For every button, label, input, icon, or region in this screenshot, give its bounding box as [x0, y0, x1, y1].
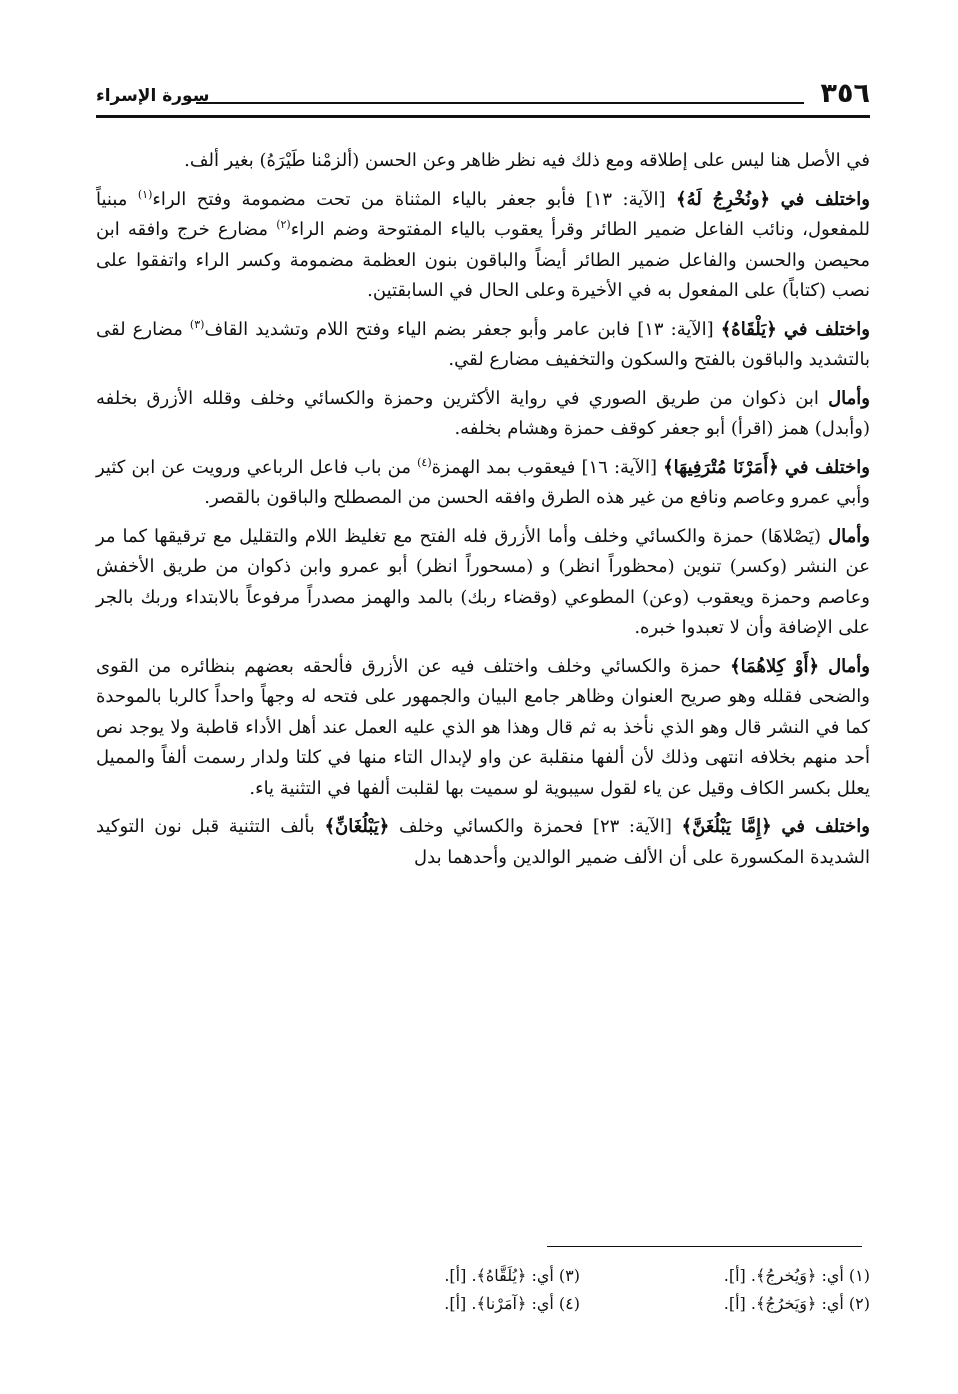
quran-phrase: ﴿ونُخْرِجُ لَهُ﴾ — [676, 188, 771, 210]
main-text — [96, 146, 870, 881]
quran-phrase: ﴿يَلْقَاهُ﴾ — [720, 318, 777, 340]
footnote-4: (٤) أي: ﴿آمَرْنا﴾. [أ]. — [444, 1294, 580, 1313]
footnote-ref: (٣) — [189, 317, 205, 331]
footnote-ref: (١) — [137, 187, 153, 201]
footnote-2: (٢) أي: ﴿وَيَخرُجُ﴾. [أ]. — [723, 1294, 870, 1313]
paragraph-lead: وأمال — [828, 655, 870, 677]
paragraph-text: بألف التثنية قبل نون التوكيد الشديدة المكسورة على أن الألف ضمير الوالدين وأحدهما بدل — [96, 816, 870, 868]
quran-phrase: ﴿إِمَّا يَبْلُغَنَّ﴾ — [681, 816, 772, 837]
paragraph-text: [الآية: ١٦] فيعقوب بمد الهمزة — [431, 456, 657, 478]
header-rule-thick — [96, 115, 870, 118]
quran-phrase: ﴿أَمَرْنَا مُتْرَفِيهَا﴾ — [663, 456, 779, 478]
footnote-1: (١) أي: ﴿وَيُخرجُ﴾. [أ]. — [723, 1266, 870, 1285]
paragraph-text: (يَصْلاهَا) حمزة والكسائي وخلف وأما الأزرق فله الفتح مع تغليظ اللام والتقليل مع ترقيقها كما مر عن النشر (وكسر) تنوين (محظوراً انظر) و (مسحوراً انظر) أبو عمرو وابن ذكوان من طريق الأخفش وعاصم وحمزة ويعقوب (وعن) المطوعي (وقضاء ربك) بالمد والهمز مصدراً مرفوعاً بالابتداء وربك بالجر على الإضافة وأن لا تعبدوا خبره. — [96, 525, 870, 638]
footnote-separator — [547, 1246, 862, 1247]
paragraph-3 — [96, 315, 870, 376]
chapter-title: سورة الإسراء — [96, 86, 210, 106]
paragraph-text: في الأصل هنا ليس على إطلاقه ومع ذلك فيه نظر ظاهر وعن الحسن (ألزمْنا طَيْرَهُ) بغير ألف. — [184, 150, 870, 171]
quran-phrase: ﴿أَوْ كِلاهُمَا﴾ — [730, 655, 820, 677]
paragraph-text: مضارع لقى بالتشديد والباقون بالفتح والسكون والتخفيف مضارع لقي. — [96, 318, 870, 370]
paragraph-text: مبنياً للمفعول، ونائب الفاعل ضمير الطائر وقرأ يعقوب بالياء المفتوحة وضم الراء — [96, 188, 870, 240]
footnote-ref: (٢) — [276, 218, 291, 231]
paragraph-4 — [96, 384, 870, 445]
paragraph-text: ابن ذكوان من طريق الصوري في رواية الأكثرين وحمزة والكسائي وخلف وقلله الأزرق بخلفه (وأبدل) همز (اقرأ) أبو جعفر كوقف حمزة وهشام بخلفه. — [96, 387, 870, 439]
paragraph-lead: واختلف في — [784, 456, 871, 478]
paragraph-6 — [96, 522, 870, 644]
footnotes — [290, 1262, 870, 1322]
page-header — [96, 78, 870, 118]
paragraph-5 — [96, 453, 870, 514]
paragraph-lead: واختلف في — [780, 188, 870, 210]
paragraph-lead: واختلف في — [783, 318, 870, 340]
paragraph-text: حمزة والكسائي وخلف واختلف فيه عن الأزرق فألحقه بعضهم بنظائره من القوى والضحى فقلله وهو صريح العنوان وظاهر جامع البيان والجمهور على فتحه له وجهاً واحداً كالربا بالموحدة كما في النشر قال وهو الذي نأخذ به ثم قال وهذا هو الذي عليه العمل عند أهل الأداء قاطبة ولا يوجد نص أحد منهم بخلافه انتهى وذلك لأن ألفها منقلبة عن واو لإبدال التاء منها في كلتا ولدار رسمت ألفاً والمميل يعلل بكسر الكاف وقيل عن ياء لقول سيبوية لو سميت بها لقلبت ألفها في التثنية ياء. — [96, 655, 871, 799]
paragraph-8 — [96, 812, 870, 873]
paragraph-text: مضارع خرج وافقه ابن محيصن والحسن والفاعل ضمير الطائر أيضاً والباقون بنون العظمة مضمومة وكسر الراء واتفقوا على نصب (كتاباً) على المفعول به في الأخيرة وعلى الحال في السابقتين. — [96, 219, 870, 301]
paragraph-lead: وأمال — [828, 387, 870, 409]
paragraph-2 — [96, 185, 870, 307]
header-rule-thin — [196, 102, 804, 104]
paragraph-text: [الآية: ١٣] فابن عامر وأبو جعفر بضم الياء وفتح اللام وتشديد القاف — [204, 318, 714, 340]
footnote-3: (٣) أي: ﴿يُلَقَّاهُ﴾. [أ]. — [444, 1266, 580, 1285]
quran-phrase: ﴿يَبْلُغَانِّ﴾ — [324, 816, 390, 837]
paragraph-1 — [96, 146, 870, 177]
paragraph-lead: وأمال — [828, 525, 870, 547]
paragraph-7 — [96, 652, 870, 805]
page-number: ٣٥٦ — [820, 78, 870, 109]
paragraph-text: [الآية: ٢٣] فحمزة والكسائي وخلف — [398, 816, 672, 837]
footnote-ref: (٤) — [417, 455, 432, 469]
paragraph-text: من باب فاعل الرباعي ورويت عن ابن كثير وأبي عمرو وعاصم ونافع من غير هذه الطرق وافقه الحسن من المصطلح والباقون بالقصر. — [96, 456, 870, 508]
paragraph-text: [الآية: ١٣] فأبو جعفر بالياء المثناة من تحت مضمومة وفتح الراء — [152, 188, 666, 210]
paragraph-lead: واختلف في — [781, 816, 870, 837]
